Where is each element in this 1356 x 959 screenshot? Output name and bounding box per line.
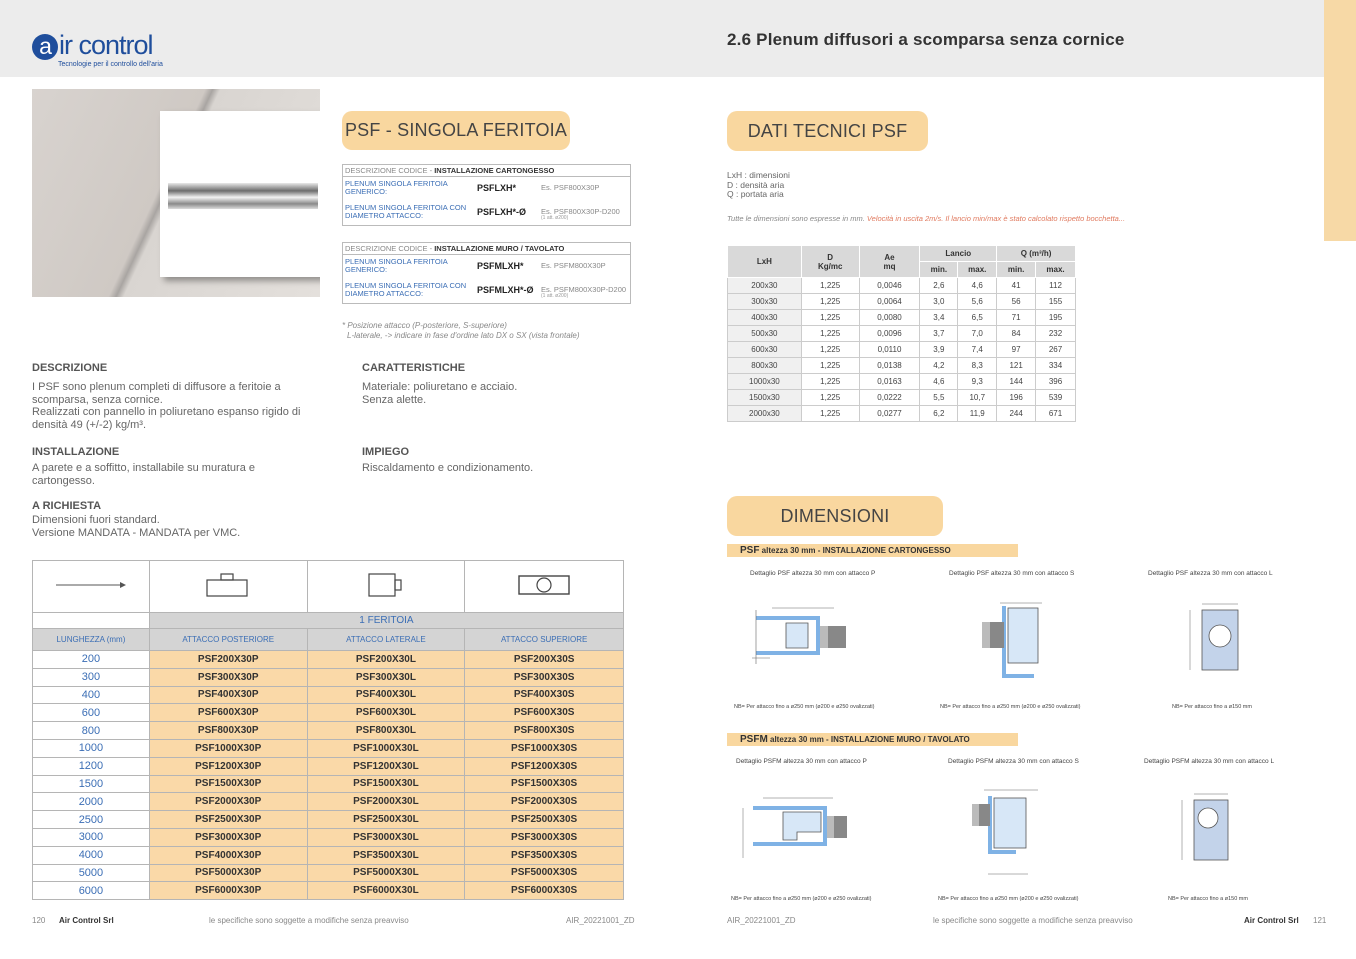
product-code-cell: PSF200X30P [149, 651, 307, 669]
table-row [728, 342, 1076, 358]
tech-cell: 3,4 [920, 310, 958, 326]
tech-cell: 334 [1036, 358, 1076, 374]
drawing-caption: Dettaglio PSF altezza 30 mm con attacco P [750, 570, 876, 577]
units-note: Tutte le dimensioni sono espresse in mm. Velocità in uscita 2m/s. Il lancio min/max è stato calcolato rispetto bocchetta... [727, 214, 1126, 223]
code-row: PLENUM SINGOLA FERITOIA GENERICO: PSFLXH* Es. PSF800X30P [345, 179, 600, 196]
descrizione-text: I PSF sono plenum completi di diffusore a feritoie a scomparsa, senza cornice. Realizzati con pannello in poliuretano espanso rigido di densità 49 (+/-2) kg/m³. [32, 381, 301, 431]
drawing-note: NB= Per attacco fino a ø250 mm (ø200 e ø250 ovalizzati) [940, 704, 1081, 710]
table-row [33, 775, 624, 793]
length-cell: 3000 [33, 828, 150, 846]
table-row [33, 828, 624, 846]
product-code-cell: PSF800X30L [307, 722, 465, 740]
drawing-psf-l [1178, 598, 1258, 690]
table-row [728, 326, 1076, 342]
product-code-cell: PSF1500X30S [465, 775, 624, 793]
table-row [33, 882, 624, 900]
product-code-cell: PSF6000X30L [307, 882, 465, 900]
table-row [33, 846, 624, 864]
drawing-psf-s [972, 598, 1062, 688]
table-row [33, 722, 624, 740]
tech-cell: 1,225 [801, 326, 859, 342]
product-code-cell: PSF200X30S [465, 651, 624, 669]
tech-cell: 1,225 [801, 390, 859, 406]
tech-cell: 71 [997, 310, 1036, 326]
product-code-cell: PSF1200X30S [465, 757, 624, 775]
length-cell: 1500 [33, 775, 150, 793]
tech-cell: 6,2 [920, 406, 958, 422]
tech-cell: 0,0138 [859, 358, 920, 374]
footer-right-code: AIR_20221001_ZD [727, 916, 796, 925]
tech-cell: 0,0064 [859, 294, 920, 310]
tech-cell: 1,225 [801, 294, 859, 310]
tech-cell: 97 [997, 342, 1036, 358]
caratteristiche-text: Materiale: poliuretano e acciaio. Senza alette. [362, 381, 518, 406]
product-code-cell: PSF600X30P [149, 704, 307, 722]
code-box-muro: DESCRIZIONE CODICE - INSTALLAZIONE MURO / TAVOLATO PLENUM SINGOLA FERITOIA GENERICO: PSFMLXH* Es. PSFM800X30P PLENUM SINGOLA FERITOIA CON DIAMETRO ATTACCO: PSFMLXH*-Ø Es. PSFM800X30P-D200 (1 att. ø200) [342, 242, 631, 304]
caratteristiche-heading: CARATTERISTICHE [362, 362, 466, 374]
product-code-cell: PSF5000X30L [307, 864, 465, 882]
tech-cell: 539 [1036, 390, 1076, 406]
product-code-cell: PSF2500X30P [149, 811, 307, 829]
drawing-psfm-s [968, 784, 1058, 888]
tech-cell: 0,0163 [859, 374, 920, 390]
brand-tagline: Tecnologie per il controllo dell'aria [58, 61, 163, 68]
tech-cell: 396 [1036, 374, 1076, 390]
table-row [33, 811, 624, 829]
product-code-cell: PSF800X30S [465, 722, 624, 740]
length-cell: 1000 [33, 739, 150, 757]
footer-left-disclaimer: le specifiche sono soggette a modifiche senza preavviso [209, 916, 409, 925]
product-code-cell: PSF200X30L [307, 651, 465, 669]
product-code-cell: PSF400X30L [307, 686, 465, 704]
length-cell: 2500 [33, 811, 150, 829]
drawing-note: NB= Per attacco fino a ø250 mm (ø200 e ø250 ovalizzati) [731, 896, 872, 902]
table-row [728, 374, 1076, 390]
table-row [728, 294, 1076, 310]
tech-cell: 600x30 [728, 342, 802, 358]
tech-cell: 7,0 [958, 326, 997, 342]
tech-cell: 10,7 [958, 390, 997, 406]
length-cell: 600 [33, 704, 150, 722]
tech-cell: 5,5 [920, 390, 958, 406]
tech-cell: 232 [1036, 326, 1076, 342]
tech-cell: 1,225 [801, 342, 859, 358]
table-row [33, 668, 624, 686]
tech-data-table: LxH D Kg/mc Ae mq Lancio Q (m³/h) min. max. min. max. 200x30 1,225 0,0046 2,6 4,6 41 112 300x30 1,225 0,0064 3,0 5,6 56 155 400x30 1,225 0,0080 3,4 6,5 71 195 500x30 1,225 0,0096 3,7 7,0 84 232 600x30 1,225 0,0110 3,9 7,4 97 267 800x30 1,225 0,0138 4,2 8,3 121 334 1000x30 1,225 0,0163 4,6 9,3 144 396 1500x30 1,225 0,0222 5,5 10,7 196 539 2000x30 1,225 0,0277 6,2 11,9 244 671 [727, 245, 1076, 422]
top-connection-icon [465, 561, 624, 613]
footer-left-company: Air Control Srl [59, 916, 114, 925]
drawing-caption: Dettaglio PSF altezza 30 mm con attacco S [949, 570, 1075, 577]
product-code-cell: PSF1000X30S [465, 739, 624, 757]
tech-title-pill: DATI TECNICI PSF [727, 111, 928, 151]
tech-cell: 0,0046 [859, 278, 920, 294]
tech-cell: 1000x30 [728, 374, 802, 390]
tech-cell: 112 [1036, 278, 1076, 294]
table-row [33, 793, 624, 811]
drawing-caption: Dettaglio PSFM altezza 30 mm con attacco P [736, 758, 867, 765]
tech-cell: 56 [997, 294, 1036, 310]
product-code-cell: PSF3500X30L [307, 846, 465, 864]
length-cell: 5000 [33, 864, 150, 882]
tech-cell: 84 [997, 326, 1036, 342]
product-code-cell: PSF3000X30S [465, 828, 624, 846]
product-code-table: 1 FERITOIA LUNGHEZZA (mm) ATTACCO POSTERIORE ATTACCO LATERALE ATTACCO SUPERIORE 200 PSF200X30P PSF200X30L PSF200X30S 300 PSF300X30P PSF300X30L PSF300X30S 400 PSF400X30P PSF400X30L PSF400X30S 600 PSF600X30P PSF600X30L PSF600X30S 800 PSF800X30P PSF800X30L PSF800X30S 1000 PSF1000X30P PSF1000X30L PSF1000X30S 1200 PSF1200X30P PSF1200X30L PSF1200X30S 1500 PSF1500X30P PSF1500X30L PSF1500X30S 2000 PSF2000X30P PSF2000X30L PSF2000X30S 2500 PSF2500X30P PSF2500X30L PSF2500X30S 3000 PSF3000X30P PSF3000X30L PSF3000X30S 4000 PSF4000X30P PSF3500X30L PSF3500X30S 5000 PSF5000X30P PSF5000X30L PSF5000X30S 6000 PSF6000X30P PSF6000X30L PSF6000X30S [32, 560, 624, 900]
installazione-heading: INSTALLAZIONE [32, 446, 120, 458]
product-code-cell: PSF1000X30P [149, 739, 307, 757]
tech-cell: 3,9 [920, 342, 958, 358]
psf-title-pill: PSF - SINGOLA FERITOIA [342, 111, 570, 150]
tech-cell: 9,3 [958, 374, 997, 390]
code-row: PLENUM SINGOLA FERITOIA CON DIAMETRO ATTACCO: PSFMLXH*-Ø Es. PSFM800X30P-D200 (1 att. ø200) [345, 281, 627, 299]
footer-right-company: Air Control Srl [1244, 916, 1299, 925]
tech-cell: 4,2 [920, 358, 958, 374]
drawing-caption: Dettaglio PSFM altezza 30 mm con attacco L [1144, 758, 1275, 765]
section-title: 2.6 Plenum diffusori a scomparsa senza cornice [727, 30, 1125, 49]
product-code-cell: PSF800X30P [149, 722, 307, 740]
richiesta-heading: A RICHIESTA [32, 500, 102, 512]
table-row [728, 390, 1076, 406]
tech-cell: 4,6 [920, 374, 958, 390]
tech-cell: 155 [1036, 294, 1076, 310]
product-code-cell: PSF1500X30P [149, 775, 307, 793]
tech-cell: 5,6 [958, 294, 997, 310]
product-code-cell: PSF5000X30S [465, 864, 624, 882]
installazione-text: A parete e a soffitto, installabile su muratura e cartongesso. [32, 462, 255, 487]
product-photo [32, 89, 320, 297]
dimensioni-title-pill: DIMENSIONI [727, 496, 943, 536]
code-row: PLENUM SINGOLA FERITOIA GENERICO: PSFMLXH* Es. PSFM800X30P [345, 257, 606, 274]
drawing-psf-p [748, 598, 863, 676]
tech-cell: 267 [1036, 342, 1076, 358]
footer-left-page: 120 [32, 916, 46, 925]
tech-cell: 0,0222 [859, 390, 920, 406]
tech-cell: 1,225 [801, 278, 859, 294]
tech-cell: 196 [997, 390, 1036, 406]
table-row [33, 651, 624, 669]
rear-connection-icon [149, 561, 307, 613]
length-cell: 400 [33, 686, 150, 704]
tech-cell: 2000x30 [728, 406, 802, 422]
product-code-cell: PSF4000X30P [149, 846, 307, 864]
product-code-cell: PSF3000X30P [149, 828, 307, 846]
table-row [33, 739, 624, 757]
product-code-cell: PSF3000X30L [307, 828, 465, 846]
impiego-heading: IMPIEGO [362, 446, 410, 458]
product-code-cell: PSF2000X30L [307, 793, 465, 811]
tech-cell: 2,6 [920, 278, 958, 294]
tech-cell: 671 [1036, 406, 1076, 422]
product-code-cell: PSF600X30L [307, 704, 465, 722]
tech-cell: 121 [997, 358, 1036, 374]
product-code-cell: PSF600X30S [465, 704, 624, 722]
code-row: PLENUM SINGOLA FERITOIA CON DIAMETRO ATTACCO: PSFLXH*-Ø Es. PSF800X30P-D200 (1 att. ø200) [345, 203, 620, 221]
tech-cell: 7,4 [958, 342, 997, 358]
product-code-cell: PSF1200X30L [307, 757, 465, 775]
tech-legend: LxH : dimensioni D : densità aria Q : portata aria [727, 170, 790, 199]
product-code-cell: PSF3500X30S [465, 846, 624, 864]
length-cell: 1200 [33, 757, 150, 775]
tech-cell: 8,3 [958, 358, 997, 374]
tech-cell: 195 [1036, 310, 1076, 326]
drawing-psfm-p [733, 786, 873, 866]
tech-cell: 0,0080 [859, 310, 920, 326]
code-box-cartongesso: DESCRIZIONE CODICE - INSTALLAZIONE CARTONGESSO PLENUM SINGOLA FERITOIA GENERICO: PSFLXH* Es. PSF800X30P PLENUM SINGOLA FERITOIA CON DIAMETRO ATTACCO: PSFLXH*-Ø Es. PSF800X30P-D200 (1 att. ø200) [342, 164, 631, 226]
tech-cell: 0,0277 [859, 406, 920, 422]
table-row [728, 310, 1076, 326]
page-tab-strip [1324, 0, 1356, 241]
length-cell: 6000 [33, 882, 150, 900]
tech-cell: 244 [997, 406, 1036, 422]
tech-cell: 0,0096 [859, 326, 920, 342]
impiego-text: Riscaldamento e condizionamento. [362, 462, 534, 474]
psfm-drawing-bar: PSFM altezza 30 mm - INSTALLAZIONE MURO / TAVOLATO [727, 733, 1018, 746]
product-code-cell: PSF300X30L [307, 668, 465, 686]
table-row [728, 406, 1076, 422]
tech-cell: 41 [997, 278, 1036, 294]
product-code-cell: PSF6000X30P [149, 882, 307, 900]
product-code-cell: PSF6000X30S [465, 882, 624, 900]
position-footnote: * Posizione attacco (P-posteriore, S-superiore) L-laterale, -> indicare in fase d'ordine lato DX o SX (vista frontale) [342, 321, 580, 340]
tech-cell: 0,0110 [859, 342, 920, 358]
tech-cell: 500x30 [728, 326, 802, 342]
table-row [33, 686, 624, 704]
length-arrow-icon [33, 561, 150, 613]
length-cell: 2000 [33, 793, 150, 811]
product-code-cell: PSF2000X30P [149, 793, 307, 811]
footer-left-code: AIR_20221001_ZD [566, 916, 635, 925]
tech-cell: 800x30 [728, 358, 802, 374]
tech-cell: 1,225 [801, 358, 859, 374]
drawing-psfm-l [1168, 788, 1248, 888]
drawing-note: NB= Per attacco fino a ø250 mm (ø200 e ø250 ovalizzati) [734, 704, 875, 710]
product-code-cell: PSF2500X30L [307, 811, 465, 829]
product-code-cell: PSF400X30P [149, 686, 307, 704]
drawing-note: NB= Per attacco fino a ø250 mm (ø200 e ø250 ovalizzati) [938, 896, 1079, 902]
footer-right-disclaimer: le specifiche sono soggette a modifiche senza preavviso [933, 916, 1133, 925]
table-row [728, 358, 1076, 374]
group-header: 1 FERITOIA [149, 613, 623, 629]
product-code-cell: PSF2500X30S [465, 811, 624, 829]
tech-cell: 3,0 [920, 294, 958, 310]
product-code-cell: PSF1000X30L [307, 739, 465, 757]
table-row [33, 864, 624, 882]
tech-cell: 1,225 [801, 406, 859, 422]
product-code-cell: PSF1500X30L [307, 775, 465, 793]
drawing-caption: Dettaglio PSFM altezza 30 mm con attacco S [948, 758, 1079, 765]
tech-cell: 200x30 [728, 278, 802, 294]
tech-cell: 1,225 [801, 374, 859, 390]
brand-logo[interactable]: a ir control Tecnologie per il controllo dell'aria [32, 30, 172, 70]
richiesta-text: Dimensioni fuori standard. Versione MANDATA - MANDATA per VMC. [32, 514, 241, 539]
psf-drawing-bar: PSF altezza 30 mm - INSTALLAZIONE CARTONGESSO [727, 544, 1018, 557]
product-code-cell: PSF400X30S [465, 686, 624, 704]
product-code-cell: PSF2000X30S [465, 793, 624, 811]
tech-cell: 1500x30 [728, 390, 802, 406]
drawing-note: NB= Per attacco fino a ø150 mm [1172, 704, 1252, 710]
length-cell: 200 [33, 651, 150, 669]
drawing-note: NB= Per attacco fino a ø150 mm [1168, 896, 1248, 902]
footer-right-page: 121 [1313, 916, 1327, 925]
product-code-cell: PSF5000X30P [149, 864, 307, 882]
drawing-caption: Dettaglio PSF altezza 30 mm con attacco L [1148, 570, 1273, 577]
descrizione-heading: DESCRIZIONE [32, 362, 108, 374]
product-code-cell: PSF300X30P [149, 668, 307, 686]
tech-cell: 3,7 [920, 326, 958, 342]
table-row [33, 704, 624, 722]
tech-cell: 6,5 [958, 310, 997, 326]
tech-cell: 1,225 [801, 310, 859, 326]
length-cell: 800 [33, 722, 150, 740]
tech-cell: 400x30 [728, 310, 802, 326]
tech-cell: 144 [997, 374, 1036, 390]
length-cell: 300 [33, 668, 150, 686]
table-row [728, 278, 1076, 294]
product-code-cell: PSF1200X30P [149, 757, 307, 775]
product-code-cell: PSF300X30S [465, 668, 624, 686]
tech-cell: 11,9 [958, 406, 997, 422]
table-row [33, 757, 624, 775]
length-cell: 4000 [33, 846, 150, 864]
side-connection-icon [307, 561, 465, 613]
tech-cell: 4,6 [958, 278, 997, 294]
header-bar [0, 0, 1356, 77]
tech-cell: 300x30 [728, 294, 802, 310]
